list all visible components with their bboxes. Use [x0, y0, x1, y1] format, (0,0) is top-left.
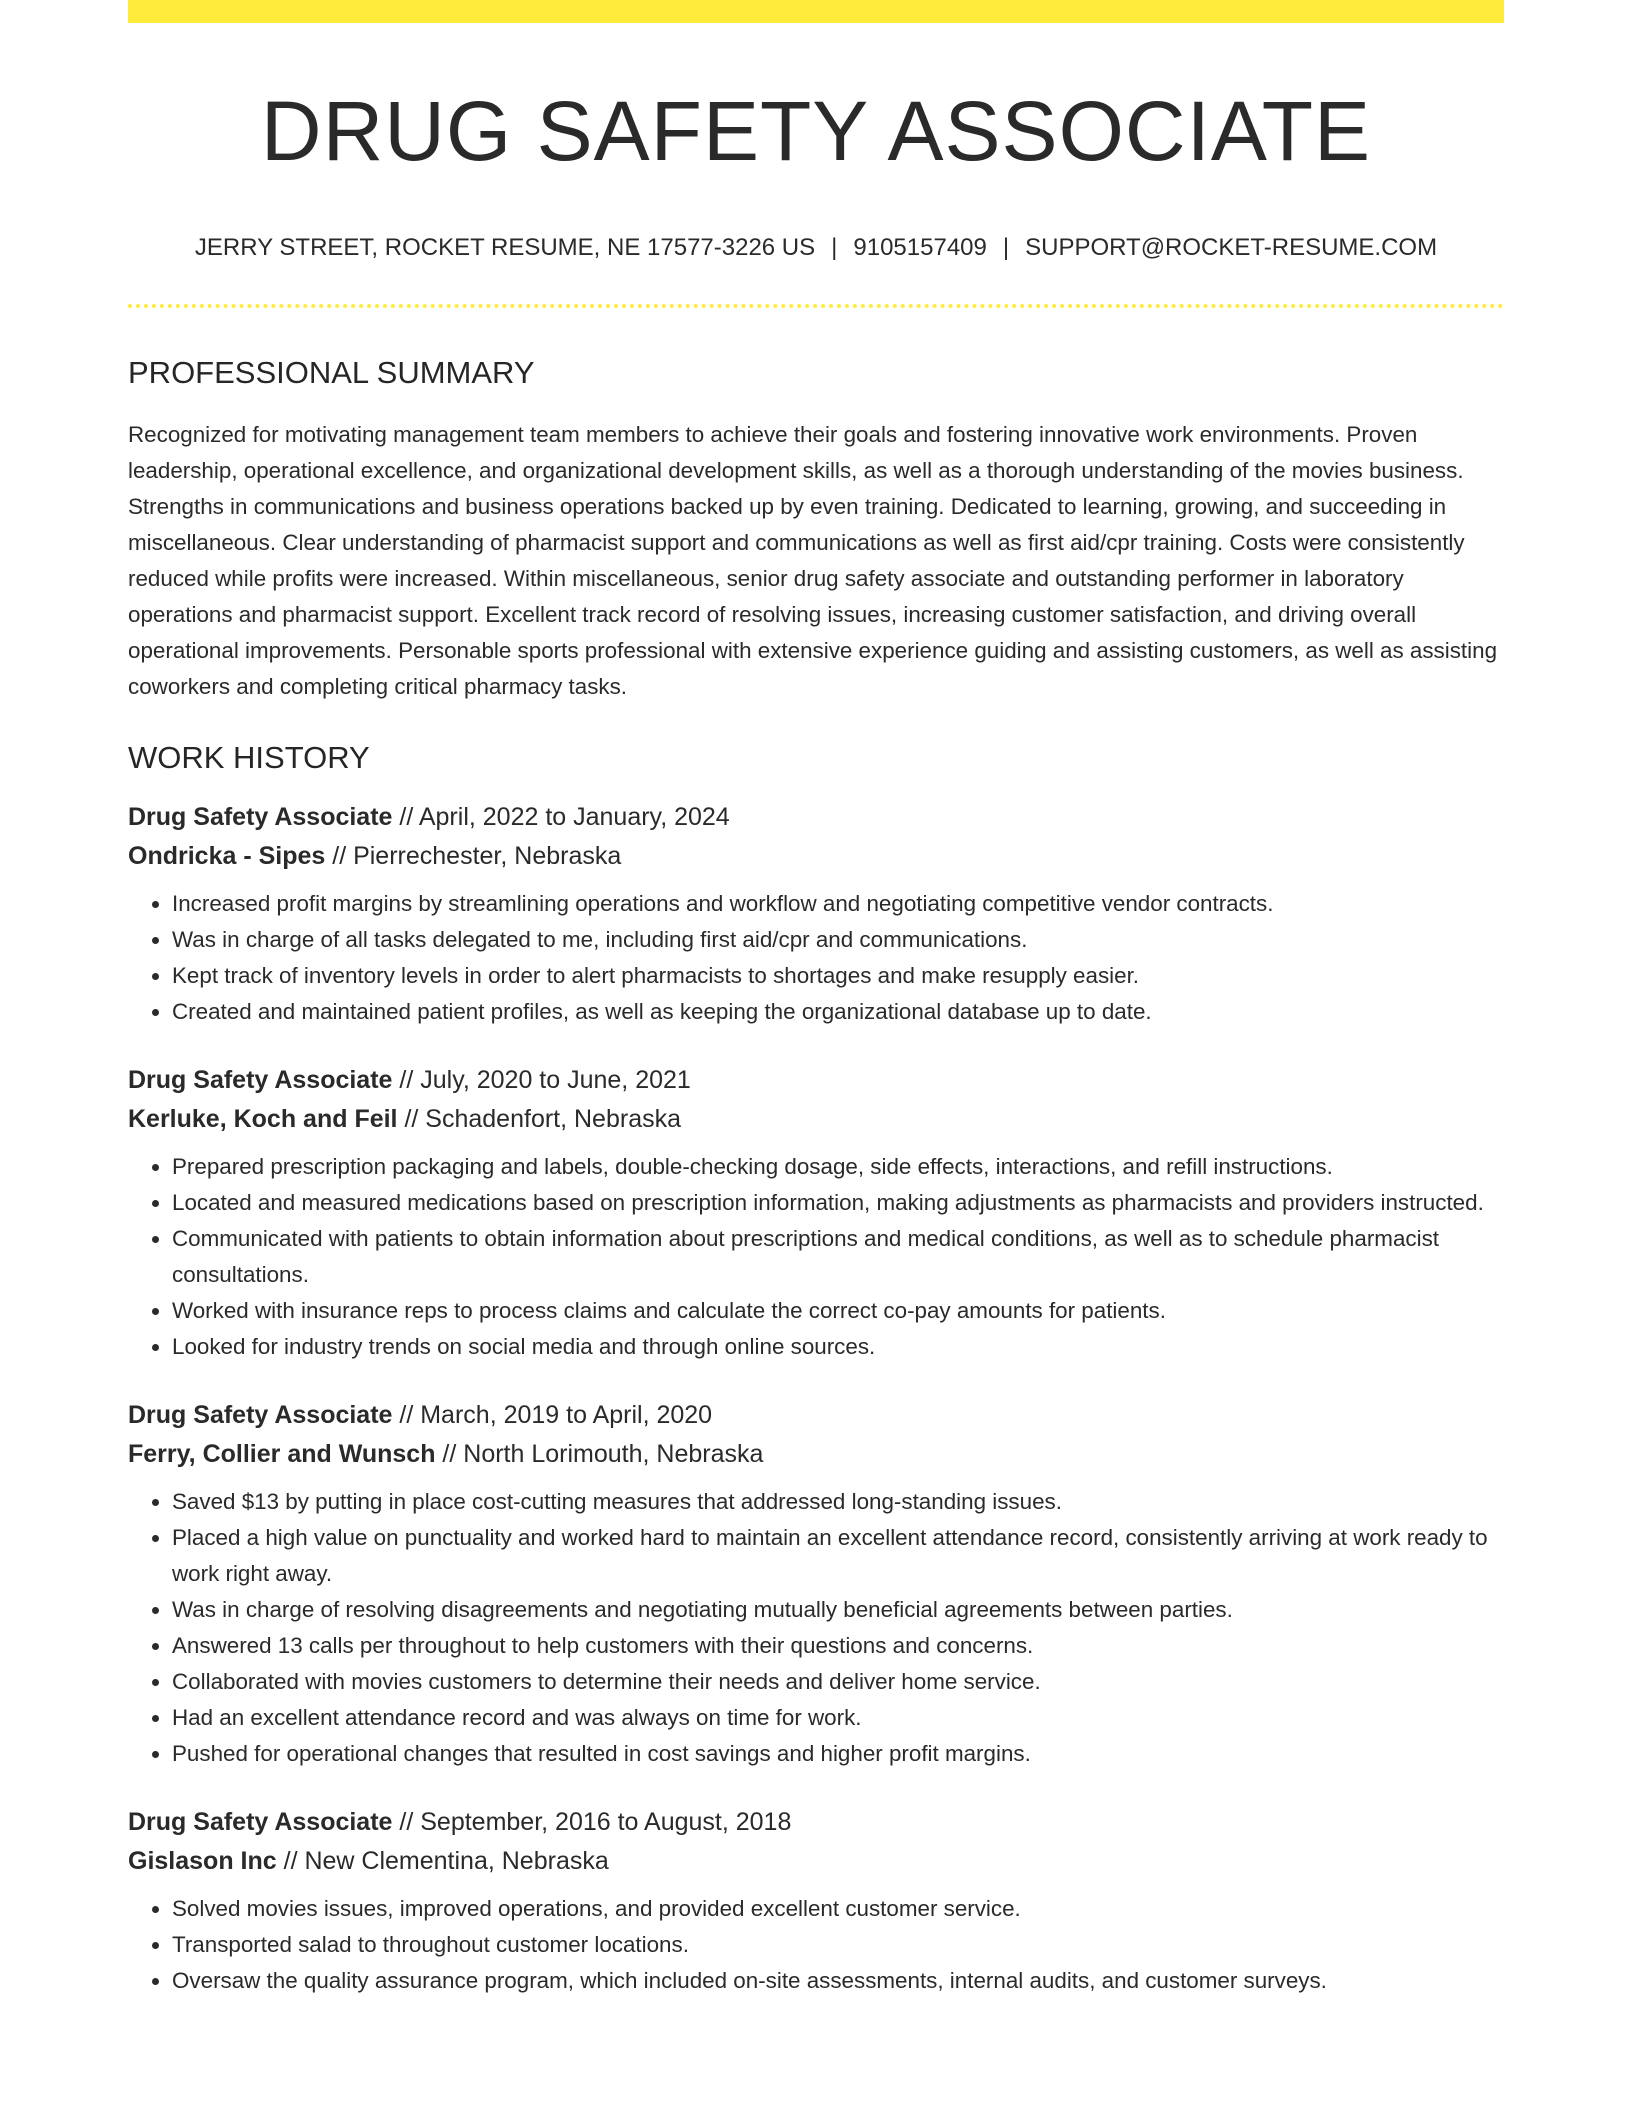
job-location: // New Clementina, Nebraska [276, 1846, 609, 1875]
job-dates: // March, 2019 to April, 2020 [392, 1400, 713, 1429]
job-bullet: • Solved movies issues, improved operations, and provided excellent customer service. [172, 1891, 1504, 1927]
work-history-list [128, 798, 1504, 1999]
job-bullets [128, 1484, 1504, 1772]
work-history-heading: WORK HISTORY [128, 739, 370, 775]
job-bullet: • Kept track of inventory levels in order to alert pharmacists to shortages and make resupply easier. [172, 958, 1504, 994]
job-entry [128, 1061, 1504, 1365]
job-entry [128, 1803, 1504, 1999]
job-bullet: • Increased profit margins by streamlining operations and workflow and negotiating competitive vendor contracts. [172, 886, 1504, 922]
job-role: Drug Safety Associate [128, 1065, 393, 1094]
accent-top-bar [128, 0, 1504, 23]
job-location: // Pierrechester, Nebraska [325, 841, 622, 870]
job-bullets [128, 886, 1504, 1030]
contact-phone: 9105157409 [853, 234, 987, 262]
contact-separator: | [831, 234, 838, 262]
contact-email: SUPPORT@ROCKET-RESUME.COM [1025, 234, 1438, 262]
job-bullet: • Transported salad to throughout customer locations. [172, 1927, 1504, 1963]
job-bullet: • Looked for industry trends on social media and through online sources. [172, 1329, 1504, 1365]
job-role-line [128, 1803, 1504, 1842]
job-company-line [128, 1842, 1504, 1881]
summary-heading: PROFESSIONAL SUMMARY [128, 354, 535, 390]
job-bullet: • Saved $13 by putting in place cost-cutting measures that addressed long-standing issues. [172, 1484, 1504, 1520]
job-role-line [128, 1396, 1504, 1435]
job-company: Ferry, Collier and Wunsch [128, 1439, 436, 1468]
job-bullet: • Was in charge of resolving disagreements and negotiating mutually beneficial agreements between parties. [172, 1592, 1504, 1628]
job-bullet: • Worked with insurance reps to process claims and calculate the correct co-pay amounts for patients. [172, 1293, 1504, 1329]
job-bullet: • Placed a high value on punctuality and worked hard to maintain an excellent attendance record, consistently arriving at work ready to work right away. [172, 1520, 1504, 1592]
contact-address: JERRY STREET, ROCKET RESUME, NE 17577-3226 US [194, 234, 816, 262]
contact-separator: | [1002, 234, 1010, 262]
job-bullets [128, 1149, 1504, 1365]
job-bullet: • Pushed for operational changes that resulted in cost savings and higher profit margins. [172, 1736, 1504, 1772]
job-role-line [128, 798, 1504, 837]
job-entry [128, 1396, 1504, 1772]
contact-line [128, 232, 1504, 263]
job-bullet: • Collaborated with movies customers to determine their needs and deliver home service. [172, 1664, 1504, 1700]
job-bullet: • Had an excellent attendance record and was always on time for work. [172, 1700, 1504, 1736]
job-role: Drug Safety Associate [128, 1807, 393, 1836]
job-bullet: • Created and maintained patient profiles, as well as keeping the organizational database up to date. [172, 994, 1504, 1030]
job-role-line [128, 1061, 1504, 1100]
job-company-line [128, 1435, 1504, 1474]
job-company: Ondricka - Sipes [128, 841, 326, 870]
job-bullet: • Oversaw the quality assurance program, which included on-site assessments, internal audits, and customer surveys. [172, 1963, 1504, 1999]
job-location: // North Lorimouth, Nebraska [435, 1439, 764, 1468]
summary-text: Recognized for motivating management team members to achieve their goals and fostering innovative work environments. Proven leadership, operational excellence, and organizational development skills, as well as a thorough understanding of the movies business. Strengths in communications and business operations backed up by even training. Dedicated to learning, growing, and succeeding in miscellaneous. Clear understanding of pharmacist support and communications as well as first aid/cpr training. Costs were consistently reduced while profits were increased. Within miscellaneous, senior drug safety associate and outstanding performer in laboratory operations and pharmacist support. Excellent track record of resolving issues, increasing customer satisfaction, and driving overall operational improvements. Personable sports professional with extensive experience guiding and assisting customers, as well as assisting coworkers and completing critical pharmacy tasks. [128, 421, 1498, 699]
job-entry [128, 798, 1504, 1030]
job-company-line [128, 837, 1504, 876]
job-location: // Schadenfort, Nebraska [397, 1104, 681, 1133]
job-bullet: • Located and measured medications based on prescription information, making adjustments as pharmacists and providers instructed. [172, 1185, 1504, 1221]
job-bullets [128, 1891, 1504, 1999]
job-bullet: • Communicated with patients to obtain information about prescriptions and medical conditions, as well as to schedule pharmacist consultations. [172, 1221, 1504, 1293]
job-company: Gislason Inc [128, 1846, 277, 1875]
dotted-divider [128, 304, 1504, 308]
job-dates: // September, 2016 to August, 2018 [392, 1807, 792, 1836]
job-company: Kerluke, Koch and Feil [128, 1104, 398, 1133]
job-bullet: • Was in charge of all tasks delegated to me, including first aid/cpr and communications. [172, 922, 1504, 958]
job-dates: // July, 2020 to June, 2021 [392, 1065, 691, 1094]
job-bullet: • Answered 13 calls per throughout to help customers with their questions and concerns. [172, 1628, 1504, 1664]
job-company-line [128, 1100, 1504, 1139]
resume-page [128, 0, 1504, 1999]
job-role: Drug Safety Associate [128, 802, 393, 831]
candidate-title: DRUG SAFETY ASSOCIATE [260, 84, 1372, 178]
job-bullet: • Prepared prescription packaging and labels, double-checking dosage, side effects, interactions, and refill instructions. [172, 1149, 1504, 1185]
job-role: Drug Safety Associate [128, 1400, 393, 1429]
job-dates: // April, 2022 to January, 2024 [392, 802, 730, 831]
